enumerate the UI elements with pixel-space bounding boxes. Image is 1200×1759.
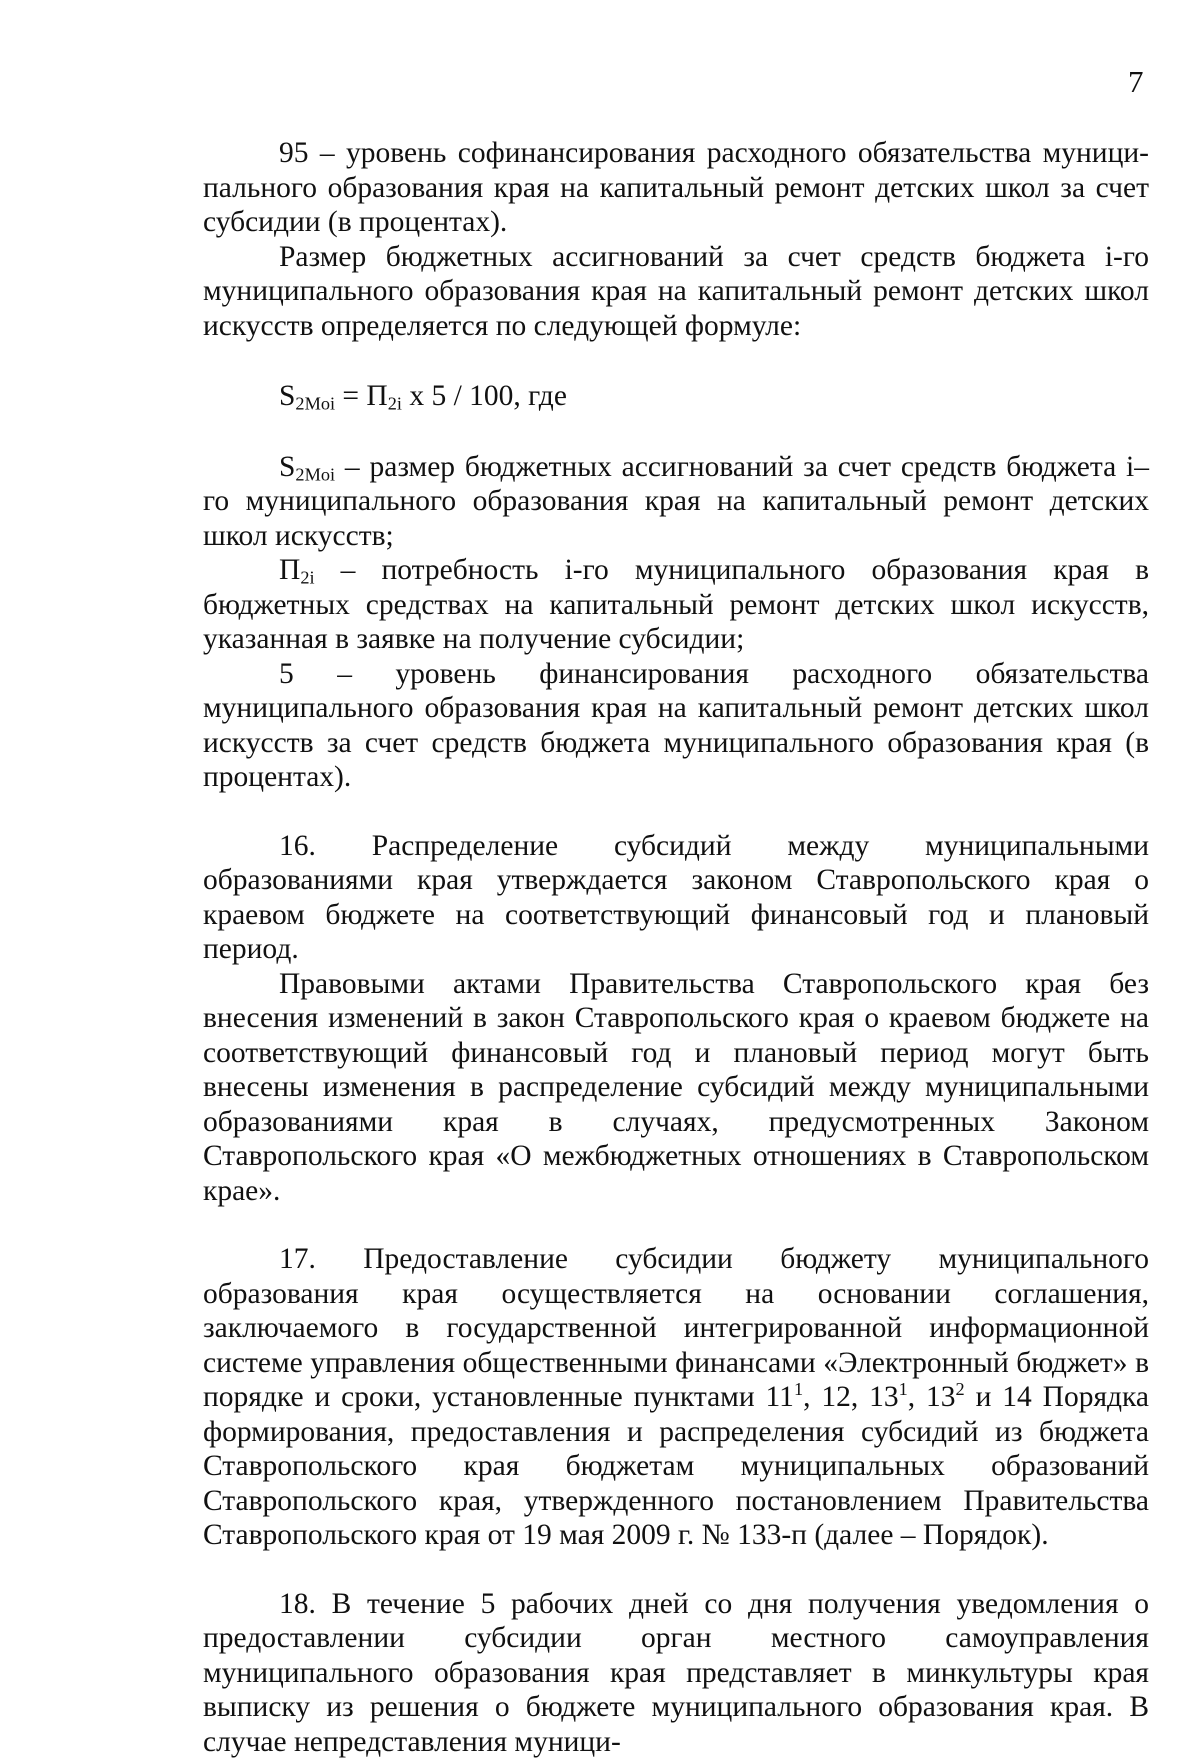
section-17-text-a: 17. Предоставление субсидии бюджету муниципального образования края осуществляется на основании соглашения, заключаемого в государственной интегрированной информационной системе управления общественными финансами «Электронный бюджет» в порядке и сроки, установленные пунктами 11 bbox=[203, 1243, 1149, 1413]
formula-s-subscript: 2Moi bbox=[295, 394, 335, 414]
section-17-sup-1: 1 bbox=[794, 1379, 803, 1399]
s-subscript: 2Moi bbox=[295, 464, 335, 484]
document-body bbox=[203, 136, 1149, 1759]
formula-line bbox=[203, 379, 1149, 414]
paragraph-section-16: 16. Распределение субсидий между муниципальными образованиями края утверждается законом Ставропольского края о краевом бюджете на соответствующий финансовый год и плановый период. bbox=[203, 829, 1149, 967]
p-subscript: 2i bbox=[300, 568, 314, 588]
paragraph-p-definition bbox=[203, 553, 1149, 657]
formula-rest: x 5 / 100, где bbox=[402, 380, 567, 412]
s-symbol: S bbox=[279, 451, 295, 483]
section-17-sup-3: 2 bbox=[956, 1379, 965, 1399]
p-symbol: П bbox=[279, 554, 300, 586]
s-definition-text: – размер бюджетных ассигнований за счет средств бюджета i– го муниципального образования края на капитальный ремонт детских школ искусств; bbox=[203, 451, 1149, 552]
paragraph-section-18: 18. В течение 5 рабочих дней со дня получения уведомления о предоставлении субсидии орган местного самоуправления муниципального образования края представляет в минкультуры края выписку из решения о бюджете муниципального образования края. В случае непредставления муници- bbox=[203, 1587, 1149, 1759]
section-17-text-d: и 14 Порядка формирования, предоставления и распределения субсидий из бюджета Ставропольского края бюджетам муниципальных образований Ставропольского края, утвержденного постановлением Правительства Ставропольского края от 19 мая 2009 г. № 133-п (далее – Порядок). bbox=[203, 1381, 1149, 1551]
section-17-sup-2: 1 bbox=[899, 1379, 908, 1399]
page-number: 7 bbox=[1128, 66, 1144, 97]
formula-s-symbol: S bbox=[279, 380, 295, 412]
formula-equals-p: = П bbox=[335, 380, 388, 412]
paragraph-financing-level: 5 – уровень финансирования расходного обязательства муниципального образования края на капитальный ремонт детских школ искусств за счет средств бюджета муниципального образования края (в процентах). bbox=[203, 657, 1149, 795]
section-17-text-b: , 12, 13 bbox=[803, 1381, 899, 1413]
paragraph-s-definition bbox=[203, 450, 1149, 554]
p-definition-text: – потребность i-го муниципального образования края в бюджетных средствах на капитальный ремонт детских школ искусств, указанная в заявке на получение субсидии; bbox=[203, 554, 1149, 655]
section-17-text-c: , 13 bbox=[908, 1381, 956, 1413]
paragraph-legal-acts: Правовыми актами Правительства Ставропольского края без внесения изменений в закон Ставропольского края о краевом бюджете на соответствующий финансовый год и плановый период могут быть внесены изменения в распределение субсидий между муниципальными образованиями края в случаях, предусмотренных Законом Ставропольского края «О межбюджетных отношениях в Ставропольском крае». bbox=[203, 967, 1149, 1209]
formula-p-subscript: 2i bbox=[388, 394, 402, 414]
paragraph-allocation-size: Размер бюджетных ассигнований за счет средств бюджета i-го муниципального образования края на капитальный ремонт детских школ искусств определяется по следующей формуле: bbox=[203, 240, 1149, 344]
paragraph-cofinancing-level: 95 – уровень софинансирования расходного обязательства муниципального образования края на капитальный ремонт детских школ за счет субсидии (в процентах). bbox=[203, 136, 1149, 240]
paragraph-section-17 bbox=[203, 1242, 1149, 1553]
